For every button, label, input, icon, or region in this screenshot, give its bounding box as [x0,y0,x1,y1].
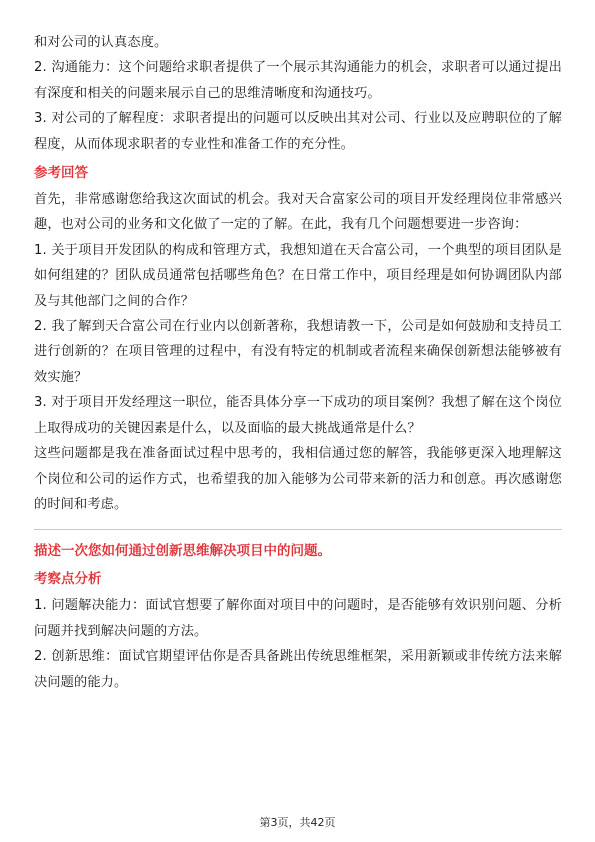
paragraph: 2. 我了解到天合富公司在行业内以创新著称，我想请教一下，公司是如何鼓励和支持员工进行创新的？在项目管理的过程中，有没有特定的机制或者流程来确保创新想法能够被有效实施？ [34,319,562,385]
paragraph: 这些问题都是我在准备面试过程中思考的，我相信通过您的解答，我能够更深入地理解这个岗位和公司的运作方式，也希望我的加入能够为公司带来新的活力和创意。再次感谢您的时间和考虑。 [34,446,562,512]
paragraph: 1. 问题解决能力：面试官想要了解你面对项目中的问题时，是否能够有效识别问题、分析问题并找到解决问题的方法。 [34,598,562,639]
paragraph: 2. 创新思维：面试官期望评估你是否具备跳出传统思维框架，采用新颖或非传统方法来解决问题的能力。 [34,649,562,690]
paragraph: 和对公司的认真态度。 [34,35,168,50]
question-title: 描述一次您如何通过创新思维解决项目中的问题。 [34,543,331,560]
answer-heading: 参考回答 [34,165,88,182]
analysis-heading: 考察点分析 [34,571,102,588]
page-number: 第3页，共42页 [259,816,336,829]
paragraph: 3. 对公司的了解程度：求职者提出的问题可以反映出其对公司、行业以及应聘职位的了解程度，从而体现求职者的专业性和准备工作的充分性。 [34,111,562,152]
paragraph: 1. 关于项目开发团队的构成和管理方式，我想知道在天合富公司，一个典型的项目团队是如何组建的？团队成员通常包括哪些角色？在日常工作中，项目经理是如何协调团队内部及与其他部门之间的合作？ [34,242,562,309]
paragraph: 3. 对于项目开发经理这一职位，能否具体分享一下成功的项目案例？我想了解在这个岗位上取得成功的关键因素是什么，以及面临的最大挑战通常是什么？ [34,395,562,436]
page-content [34,30,562,695]
paragraph: 首先，非常感谢您给我这次面试的机会。我对天合富家公司的项目开发经理岗位非常感兴趣，也对公司的业务和文化做了一定的了解。在此，我有几个问题想要进一步咨询： [34,192,562,233]
section-divider [34,529,562,530]
paragraph: 2. 沟通能力：这个问题给求职者提供了一个展示其沟通能力的机会，求职者可以通过提出有深度和相关的问题来展示自己的思维清晰度和沟通技巧。 [34,60,562,101]
